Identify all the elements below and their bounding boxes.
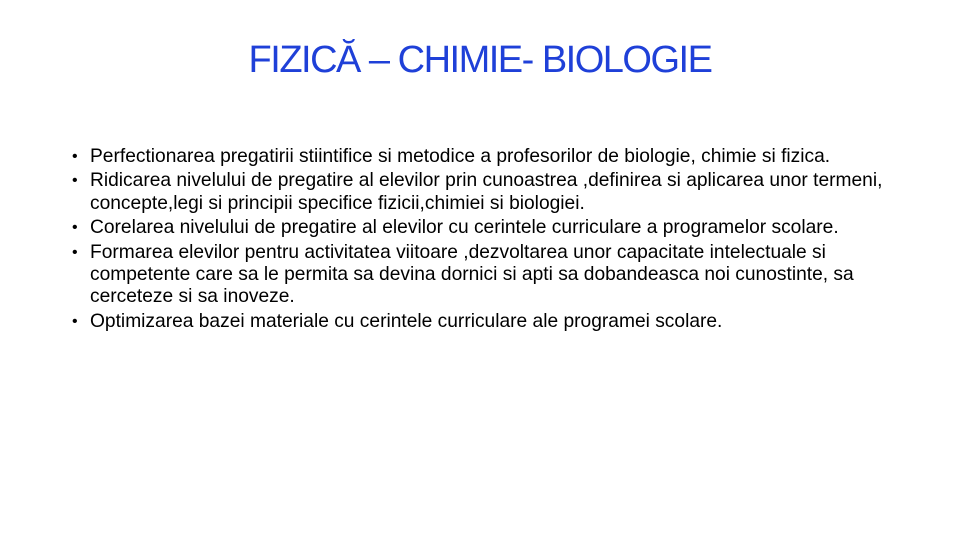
bullet-icon: • <box>72 172 78 190</box>
bullet-text: Corelarea nivelului de pregatire al elevilor cu cerintele curriculare a programelor scolare. <box>90 217 839 239</box>
bullet-icon: • <box>72 243 78 261</box>
list-item <box>72 311 902 333</box>
list-item <box>72 170 902 215</box>
list-item <box>72 217 902 239</box>
bullet-list <box>72 146 902 335</box>
slide-title: FIZICĂ – CHIMIE- BIOLOGIE <box>248 39 712 81</box>
list-item <box>72 242 902 309</box>
bullet-text: Formarea elevilor pentru activitatea viitoare ,dezvoltarea unor capacitate intelectuale si competente care sa le permita sa devina dornici si apti sa dobandeasca noi cunostinte, sa cerceteze si sa inoveze. <box>90 241 854 308</box>
bullet-text: Optimizarea bazei materiale cu cerintele curriculare ale programei scolare. <box>90 310 723 332</box>
bullet-icon: • <box>72 219 78 237</box>
bullet-icon: • <box>72 148 78 165</box>
bullet-icon: • <box>72 312 78 330</box>
bullet-text: Perfectionarea pregatirii stiintifice si metodice a profesorilor de biologie, chimie si fizica. <box>90 146 831 167</box>
list-item <box>72 146 902 168</box>
bullet-text: Ridicarea nivelului de pregatire al elevilor prin cunoastrea ,definirea si aplicarea unor termeni, concepte,legi si principii specifice fizicii,chimiei si biologiei. <box>90 170 883 214</box>
